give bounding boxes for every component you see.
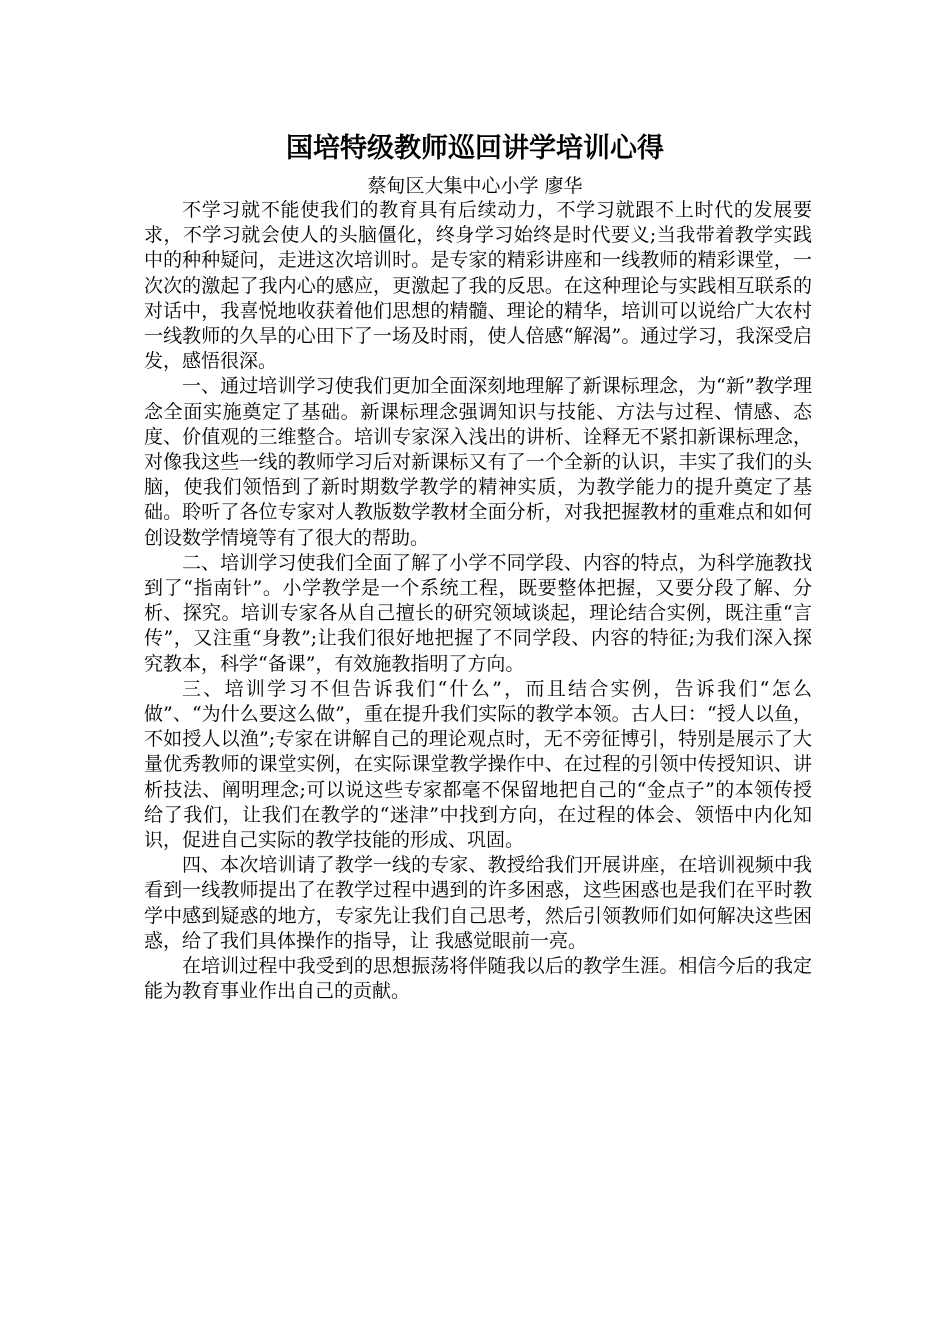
document-body xyxy=(144,198,812,1005)
paragraph-intro: 不学习就不能使我们的教育具有后续动力，不学习就跟不上时代的发展要求，不学习就会使人的头脑僵化，终身学习始终是时代要义;当我带着教学实践中的种种疑问，走进这次培训时。是专家的精彩讲座和一线教师的精彩课堂，一次次的激起了我内心的感应，更激起了我的反思。在这种理论与实践相互联系的对话中，我喜悦地收获着他们思想的精髓、理论的精华，培训可以说给广大农村一线教师的久旱的心田下了一场及时雨，使人倍感“解渴”。通过学习，我深受启发，感悟很深。 xyxy=(144,199,812,373)
document-author: 蔡甸区大集中心小学 廖华 xyxy=(367,175,583,197)
document-title: 国培特级教师巡回讲学培训心得 xyxy=(286,133,664,164)
paragraph-section-1: 一、通过培训学习使我们更加全面深刻地理解了新课标理念，为“新”教学理念全面实施奠定了基础。新课标理念强调知识与技能、方法与过程、情感、态度、价值观的三维整合。培训专家深入浅出的讲析、诠释无不紧扣新课标理念，对像我这些一线的教师学习后对新课标又有了一个全新的认识，丰实了我们的头脑，使我们领悟到了新时期数学教学的精神实质，为教学能力的提升奠定了基础。聆听了各位专家对人教版数学教材全面分析，对我把握教材的重难点和如何创设数学情境等有了很大的帮助。 xyxy=(144,375,812,549)
paragraph-section-4: 四、本次培训请了教学一线的专家、教授给我们开展讲座，在培训视频中我看到一线教师提出了在教学过程中遇到的许多困惑，这些困惑也是我们在平时教学中感到疑惑的地方，专家先让我们自己思考，然后引领教师们如何解决这些困惑，给了我们具体操作的指导，让 我感觉眼前一亮。 xyxy=(144,854,812,952)
paragraph-section-2: 二、培训学习使我们全面了解了小学不同学段、内容的特点，为科学施教找到了“指南针”。小学教学是一个系统工程，既要整体把握，又要分段了解、分析、探究。培训专家各从自己擅长的研究领域谈起，理论结合实例，既注重“言传”，又注重“身教”;让我们很好地把握了不同学段、内容的特征;为我们深入探究教本，科学“备课”，有效施教指明了方向。 xyxy=(144,551,812,675)
paragraph-conclusion: 在培训过程中我受到的思想振荡将伴随我以后的教学生涯。相信今后的我定能为教育事业作出自己的贡献。 xyxy=(144,955,812,1003)
paragraph-section-3: 三、培训学习不但告诉我们“什么”，而且结合实例，告诉我们“怎么做”、“为什么要这么做”，重在提升我们实际的教学本领。古人曰：“授人以鱼，不如授人以渔”;专家在讲解自己的理论观点时，无不旁征博引，特别是展示了大量优秀教师的课堂实例，在实际课堂教学操作中、在过程的引领中传授知识、讲析技法、阐明理念;可以说这些专家都毫不保留地把自己的“金点子”的本领传授给了我们，让我们在教学的“迷津”中找到方向，在过程的体会、领悟中内化知识，促进自己实际的教学技能的形成、巩固。 xyxy=(144,677,812,852)
